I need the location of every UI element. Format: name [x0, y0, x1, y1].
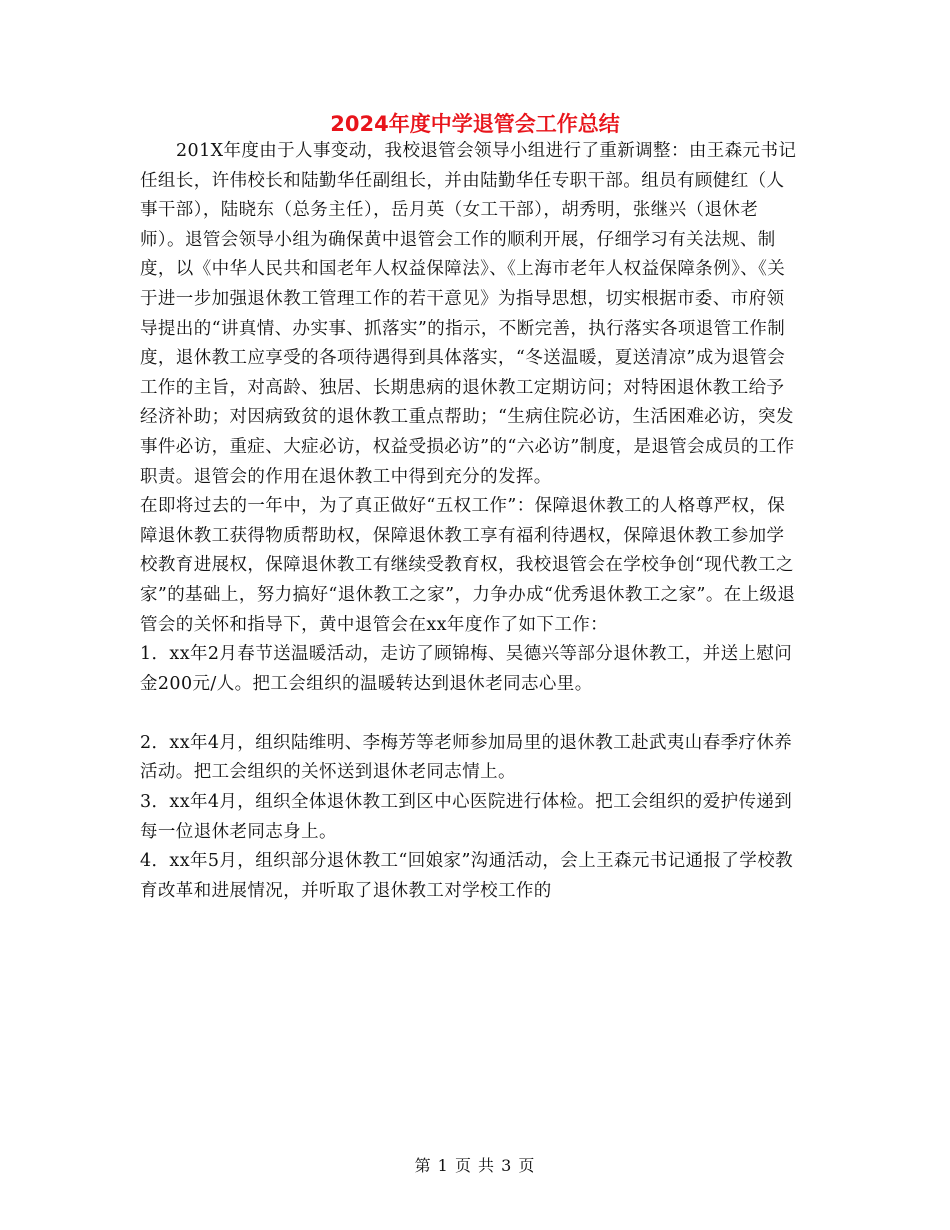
- list-item-2: 2．xx年4月，组织陆维明、李梅芳等老师参加局里的退休教工赴武夷山春季疗休养活动。把工会组织的关怀送到退休老同志情上。: [140, 732, 793, 783]
- document-title: 2024年度中学退管会工作总结: [330, 112, 620, 136]
- list-item-1: 1．xx年2月春节送温暖活动，走访了顾锦梅、吴德兴等部分退休教工，并送上慰问金200元/人。把工会组织的温暖转达到退休老同志心里。: [140, 644, 793, 694]
- list-item-4: 4．xx年5月，组织部分退休教工“回娘家”沟通活动，会上王森元书记通报了学校教育改革和进展情况，并听取了退休教工对学校工作的: [140, 851, 793, 901]
- paragraph-gap: [140, 699, 800, 729]
- document-body: [140, 137, 800, 906]
- page-number-footer: 第 1 页 共 3 页: [414, 1156, 536, 1175]
- paragraph-five-rights: 在即将过去的一年中，为了真正做好“五权工作”：保障退休教工的人格尊严权，保障退休教工获得物质帮助权，保障退休教工享有福利待遇权，保障退休教工参加学校教育进展权，保障退休教工有继续受教育权，我校退管会在学校争创“现代教工之家”的基础上，努力搞好“退休教工之家”，力争办成“优秀退休教工之家”。在上级退管会的关怀和指导下，黄中退管会在xx年度作了如下工作：: [140, 496, 796, 635]
- paragraph-intro: 201X年度由于人事变动，我校退管会领导小组进行了重新调整：由王森元书记任组长，许伟校长和陆勤华任副组长，并由陆勤华任专职干部。组员有顾健红（人事干部），陆晓东（总务主任），岳月英（女工干部），胡秀明，张继兴（退休老师）。退管会领导小组为确保黄中退管会工作的顺利开展，仔细学习有关法规、制度，以《中华人民共和国老年人权益保障法》、《上海市老年人权益保障条例》、《关于进一步加强退休教工管理工作的若干意见》为指导思想，切实根据市委、市府领导提出的“讲真情、办实事、抓落实”的指示，不断完善，执行落实各项退管工作制度，退休教工应享受的各项待遇得到具体落实，“冬送温暖，夏送清凉”成为退管会工作的主旨，对高龄、独居、长期患病的退休教工定期访问；对特困退休教工给予经济补助；对因病致贫的退休教工重点帮助；“生病住院必访，生活困难必访，突发事件必访，重症、大症必访，权益受损必访”的“六必访”制度，是退管会成员的工作职责。退管会的作用在退休教工中得到充分的发挥。: [140, 141, 797, 487]
- list-item-3: 3．xx年4月，组织全体退休教工到区中心医院进行体检。把工会组织的爱护传递到每一位退休老同志身上。: [140, 792, 793, 842]
